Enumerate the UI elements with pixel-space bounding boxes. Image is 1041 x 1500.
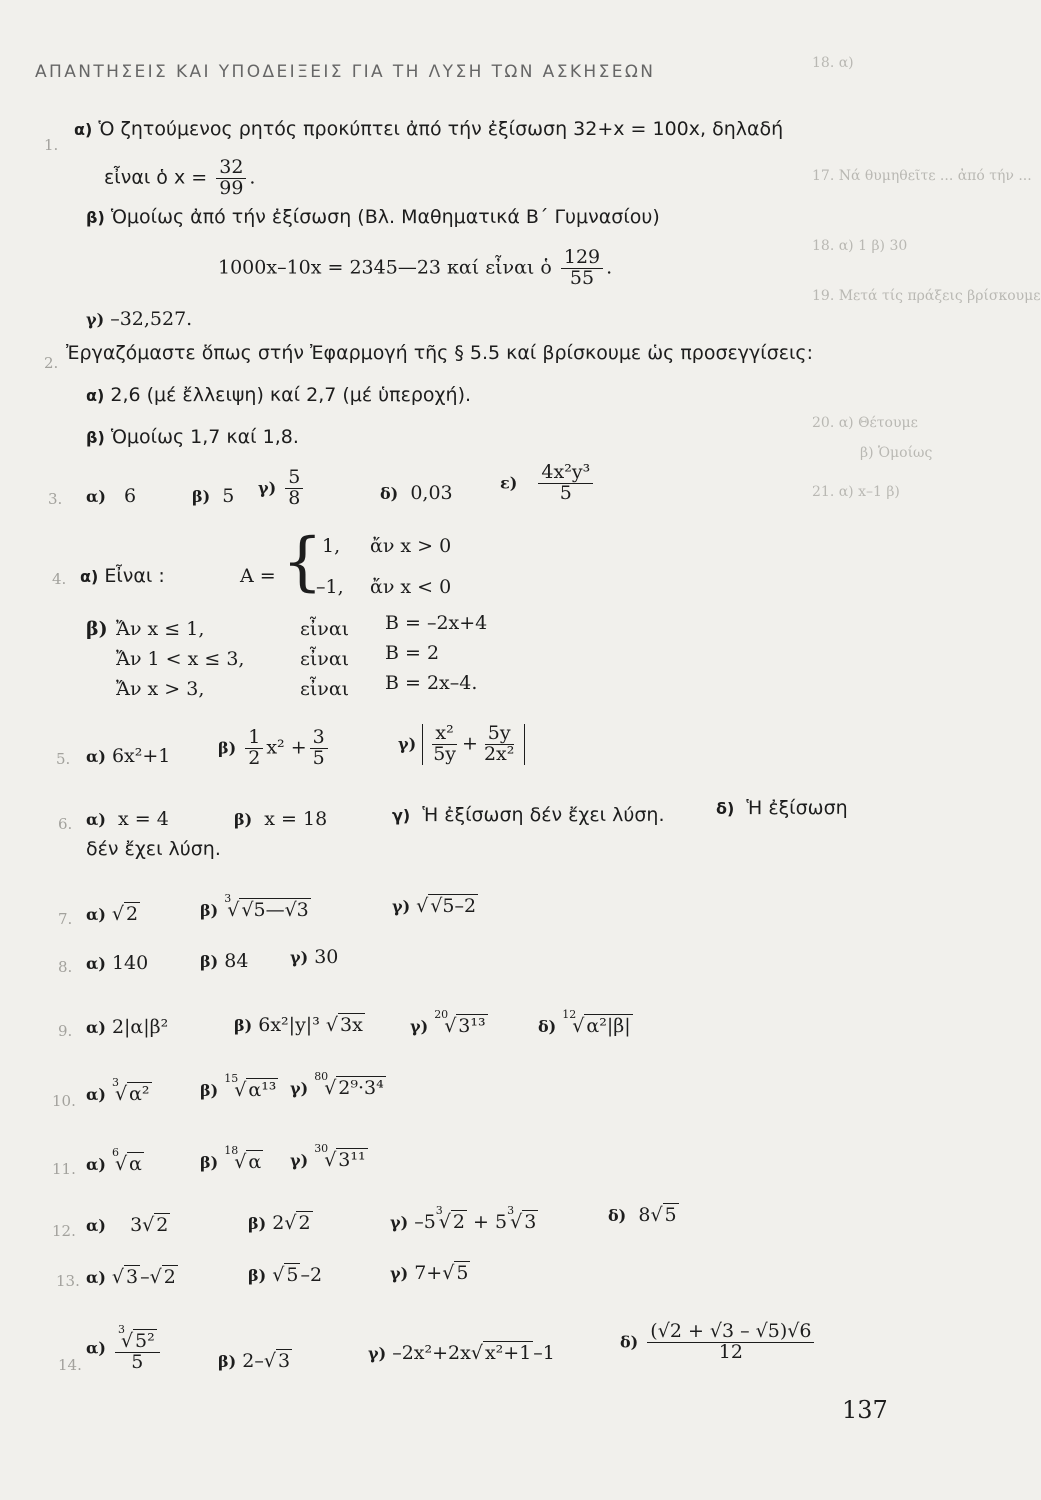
- denominator: 8: [288, 486, 301, 509]
- part-label: α): [86, 1268, 106, 1287]
- ex3-c: [258, 468, 306, 509]
- part-label: β): [234, 810, 253, 829]
- part-label: δ): [620, 1332, 639, 1352]
- case-condition: ἄν x > 0: [370, 535, 452, 557]
- part-label: β): [192, 487, 211, 506]
- exercise-1c: [86, 308, 192, 330]
- ex10-c: γ) $^{80}$√ 2⁹·3⁴: [290, 1070, 384, 1099]
- ex6-b: [234, 808, 327, 830]
- operator: —: [265, 899, 285, 921]
- ex12-b: β) 2√ 2: [248, 1212, 311, 1234]
- text: Ὁμοίως ἀπό τήν ἐξίσωση (Βλ. Μαθηματικά Β΄ Γυμνασίου): [110, 206, 660, 228]
- fraction: [647, 1322, 814, 1363]
- fraction: [285, 468, 303, 509]
- ex14-a: [86, 1324, 163, 1373]
- ex14-d: [620, 1322, 817, 1363]
- ex13-c: γ) 7+√ 5: [390, 1262, 469, 1284]
- text: Ὁμοίως 1,7 καί 1,8.: [110, 426, 299, 448]
- answer: Ἡ ἐξίσωση: [746, 797, 848, 819]
- exercise-number: 2.: [44, 354, 59, 372]
- part-label: α): [86, 1338, 106, 1358]
- radicand: 2: [126, 903, 139, 925]
- part-label: β): [200, 1081, 219, 1100]
- denominator: 5: [131, 1350, 144, 1373]
- text: 2,6 (μέ ἔλλειψη) καί 2,7 (μέ ὑπεροχή).: [110, 384, 472, 406]
- ex8-c: [290, 946, 338, 968]
- bleed-text: 18. α): [812, 55, 854, 71]
- coefficient: 8: [638, 1204, 651, 1226]
- answer: 2|α|β²: [111, 1016, 169, 1038]
- fraction: [115, 1324, 160, 1373]
- exercise-1a: [74, 118, 783, 140]
- part-label: γ): [258, 478, 277, 498]
- page-header: ΑΠΑΝΤΗΣΕΙΣ ΚΑΙ ΥΠΟΔΕΙΞΕΙΣ ΓΙΑ ΤΗ ΛΥΣΗ ΤΩΝ ΑΣΚΗΣΕΩΝ: [35, 62, 656, 82]
- root-index: 3: [435, 1204, 443, 1217]
- exercise-number: 6.: [58, 815, 73, 833]
- radicand: α²|β|: [586, 1015, 631, 1037]
- fraction: [430, 724, 459, 765]
- part-label: γ): [392, 806, 411, 825]
- exercise-number: 9.: [58, 1022, 73, 1040]
- denominator: 2: [248, 746, 261, 769]
- part-label: α): [86, 1018, 106, 1037]
- text: –2: [454, 895, 477, 917]
- radicand: 2⁹·3⁴: [338, 1077, 384, 1099]
- text: 2–: [242, 1350, 264, 1372]
- part-label: γ): [410, 1017, 429, 1036]
- ex11-b: β) $^{18}$√ α: [200, 1144, 262, 1173]
- numerator: 1: [245, 728, 263, 749]
- radicand: 5: [286, 1264, 299, 1286]
- fraction: [310, 728, 328, 769]
- exercise-number: 1.: [44, 136, 59, 154]
- ex11-a: α) $^6$√ α: [86, 1146, 142, 1175]
- radicand: α²: [129, 1083, 150, 1105]
- ex9-d: δ) $^{12}$√ α²|β|: [538, 1008, 631, 1037]
- part-label: β): [218, 1352, 237, 1371]
- part-label: δ): [608, 1206, 627, 1225]
- exercise-number: 10.: [52, 1092, 76, 1110]
- fraction: [538, 463, 593, 504]
- ex9-b: β) 6x²|y|³ √ 3x: [234, 1014, 363, 1036]
- part-label: α): [80, 567, 99, 586]
- radicand: 5²: [135, 1330, 155, 1352]
- exercise-number: 7.: [58, 910, 73, 928]
- value: B = –2x+4: [385, 612, 488, 634]
- numerator: 32: [216, 158, 246, 179]
- page-number: 137: [842, 1396, 888, 1424]
- bleed-text: β) Ὁμοίως: [860, 445, 933, 461]
- text: Ὁ ζητούμενος ρητός προκύπτει ἀπό τήν ἐξίσωση 32+x = 100x, δηλαδή: [98, 118, 784, 140]
- root-index: 3: [111, 1076, 119, 1089]
- exercise-number: 12.: [52, 1222, 76, 1240]
- exercise-number: 3.: [48, 490, 63, 508]
- text: –32,527.: [110, 308, 193, 330]
- case-condition: ἄν x < 0: [370, 576, 452, 598]
- text: 6x²|y|³: [258, 1014, 320, 1036]
- part-label: α): [86, 1216, 106, 1235]
- ex6-c: [392, 804, 665, 826]
- exercise-1b-eq: 1000x–10x = 2345—23 καί εἶναι ὁ $\frac{129}{55}$ .: [218, 246, 613, 289]
- numerator: 5: [285, 468, 303, 489]
- root-index: 3: [507, 1204, 515, 1217]
- answer: 140: [111, 952, 149, 974]
- text: + 5: [473, 1211, 508, 1233]
- part-label: β): [234, 1016, 253, 1035]
- fraction: [481, 724, 517, 765]
- part-label: α): [86, 905, 106, 924]
- coefficient: 2: [272, 1212, 285, 1234]
- answer: 6x²+1: [111, 745, 171, 767]
- ex10-a: α) $^3$√ α²: [86, 1076, 150, 1105]
- part-label: γ): [368, 1344, 387, 1363]
- answer: 6: [124, 485, 137, 507]
- case-value: –1,: [316, 576, 344, 598]
- numerator: (√2 + √3 – √5)√6: [647, 1322, 814, 1343]
- ex9-a: [86, 1016, 168, 1038]
- part-label: β): [248, 1266, 267, 1285]
- part-label: α): [86, 386, 105, 405]
- root-index: 18: [224, 1144, 239, 1157]
- denominator: 55: [569, 266, 595, 289]
- text: x² +: [266, 736, 307, 759]
- condition: Ἄν 1 < x ≤ 3,: [116, 648, 245, 670]
- ex12-c: γ) $-5^3√$ $2 + 5^3√$ 3: [390, 1204, 537, 1233]
- radicand: 3: [524, 1211, 537, 1233]
- ex5-a: [86, 745, 170, 767]
- part-label: γ): [290, 948, 309, 967]
- ex7-a: α) √ 2: [86, 903, 139, 925]
- text: εἶναι ὁ x =: [104, 166, 208, 189]
- exercise-1b: [86, 206, 660, 228]
- ex5-c: [398, 724, 525, 765]
- part-label: γ): [290, 1151, 309, 1170]
- part-label: γ): [86, 310, 105, 329]
- answer-continued: δέν ἔχει λύση.: [86, 838, 221, 860]
- radicand: 5: [456, 1262, 469, 1284]
- condition: Ἄν x > 3,: [116, 678, 205, 700]
- exercise-number: 4.: [52, 570, 67, 588]
- operator: +: [462, 732, 478, 755]
- part-label: β): [200, 952, 219, 971]
- numerator: $^3$√ 5²: [115, 1324, 160, 1353]
- brace: {: [282, 525, 323, 599]
- ex3-d: [380, 482, 453, 504]
- part-label: β): [248, 1214, 267, 1233]
- numerator: x²: [432, 724, 456, 745]
- part-label: ε): [500, 473, 518, 493]
- answer: 84: [224, 950, 249, 972]
- ex4-a: [80, 565, 165, 587]
- answer: 5: [222, 485, 235, 507]
- operator: –: [140, 1266, 150, 1288]
- bleed-text: 17. Νά θυμηθεῖτε ... ἀπό τήν ...: [812, 168, 1032, 184]
- part-label: γ): [290, 1079, 309, 1098]
- root-index: 20: [434, 1008, 449, 1021]
- ex7-c: γ) √ √5–2: [392, 895, 477, 917]
- value: B = 2x–4.: [385, 672, 478, 694]
- condition: Ἄν x ≤ 1,: [116, 618, 205, 640]
- ex8-b: [200, 950, 248, 972]
- ex8-a: [86, 952, 148, 974]
- ex3-b: [192, 485, 234, 507]
- part-label: α): [86, 487, 106, 506]
- root-index: 30: [314, 1142, 329, 1155]
- radicand: 5: [664, 1204, 677, 1226]
- bleed-text: 21. α) x–1 β): [812, 484, 900, 500]
- radicand: α¹³: [248, 1079, 277, 1101]
- part-label: γ): [392, 897, 411, 916]
- ex13-a: α) √ 3 –√ 2: [86, 1266, 176, 1288]
- part-label: δ): [380, 484, 399, 503]
- exercise-number: 11.: [52, 1160, 76, 1178]
- ex10-b: β) $^{15}$√ α¹³: [200, 1072, 277, 1101]
- exercise-1a-result: εἶναι ὁ x = $\frac{32}{99}$ .: [104, 156, 256, 199]
- value: B = 2: [385, 642, 440, 664]
- coefficient: –5: [414, 1211, 436, 1233]
- numerator: 5y: [485, 724, 514, 745]
- ex14-b: β) 2–√ 3: [218, 1350, 291, 1372]
- bleed-text: 19. Μετά τίς πράξεις βρίσκουμε: [812, 288, 1041, 304]
- exercise-number: 5.: [56, 750, 71, 768]
- ex3-a: [86, 485, 136, 507]
- exercise-number: 8.: [58, 958, 73, 976]
- radicand: 3x: [339, 1014, 363, 1036]
- text: –2x²+2x: [392, 1342, 471, 1364]
- case-value: 1,: [322, 535, 341, 557]
- text: –1: [533, 1342, 555, 1364]
- root-index: 6: [111, 1146, 119, 1159]
- exercise-2-text: Ἐργαζόμαστε ὅπως στήν Ἐφαρμογή τῆς § 5.5 καί βρίσκουμε ὡς προσεγγίσεις:: [66, 342, 813, 364]
- part-label: α): [86, 747, 106, 766]
- radicand: 2: [452, 1211, 465, 1233]
- answer: 30: [314, 946, 339, 968]
- text: εἶναι: [300, 618, 350, 640]
- root-index: 80: [314, 1070, 329, 1083]
- part-label: β): [86, 618, 108, 640]
- part-label: α): [86, 810, 106, 829]
- ex6-a: [86, 808, 169, 830]
- numerator: 3: [310, 728, 328, 749]
- numerator: 129: [561, 248, 603, 269]
- radicand: α: [248, 1151, 262, 1173]
- radicand: α: [129, 1153, 142, 1175]
- part-label: β): [86, 208, 105, 227]
- ex9-c: γ) $^{20}$√ 3¹³: [410, 1008, 486, 1037]
- exercise-2a: [86, 384, 471, 406]
- part-label: γ): [390, 1264, 409, 1283]
- part-label: β): [200, 901, 219, 920]
- coefficient: 3: [130, 1214, 143, 1236]
- ex13-b: β) √ 5 –2: [248, 1264, 323, 1286]
- part-label: α): [86, 954, 106, 973]
- exercise-number: 14.: [58, 1356, 82, 1374]
- radicand: 2: [163, 1266, 176, 1288]
- denominator: 5: [312, 746, 325, 769]
- exercise-number: 13.: [56, 1272, 80, 1290]
- part-label: α): [86, 1155, 106, 1174]
- ex3-e: [500, 463, 596, 504]
- ex6-d: [716, 797, 848, 819]
- denominator: 99: [219, 176, 244, 199]
- radicand: √5–2: [430, 895, 477, 917]
- radicand: 3: [277, 1350, 291, 1372]
- root-index: 3: [117, 1323, 125, 1336]
- fraction: [245, 728, 263, 769]
- ex12-d: δ) 8√ 5: [608, 1204, 677, 1226]
- equation: 1000x–10x = 2345—23 καί εἶναι ὁ: [218, 256, 552, 279]
- radicand: x²+1: [484, 1342, 532, 1364]
- bleed-text: 18. α) 1 β) 30: [812, 238, 908, 254]
- numerator: 4x²y³: [538, 463, 593, 484]
- radicand: 2: [156, 1214, 169, 1236]
- ex7-b: β) $^3$√ √5—√3: [200, 892, 309, 921]
- piecewise-name: A =: [240, 565, 276, 587]
- text: –2: [300, 1264, 323, 1286]
- part-label: β): [200, 1153, 219, 1172]
- radicand: 5: [442, 895, 455, 917]
- radicand: 2: [298, 1212, 311, 1234]
- part-label: δ): [716, 799, 735, 818]
- root-index: 3: [224, 892, 232, 905]
- radicand: 5: [253, 899, 266, 921]
- root-index: 15: [224, 1072, 239, 1085]
- absolute-value: [422, 724, 525, 765]
- radicand: 3¹³: [458, 1015, 486, 1037]
- text: εἶναι: [300, 648, 350, 670]
- part-label: γ): [398, 734, 417, 754]
- part-label: β): [218, 738, 237, 758]
- denominator: 5: [559, 481, 572, 504]
- part-label: β): [86, 428, 105, 447]
- denominator: 5y: [433, 742, 457, 765]
- answer: x = 18: [264, 808, 328, 830]
- part-label: α): [86, 1085, 106, 1104]
- ex12-a: α) 3√ 2: [86, 1214, 169, 1236]
- radicand: 3: [296, 899, 309, 921]
- text: εἶναι: [300, 678, 350, 700]
- ex11-c: γ) $^{30}$√ 3¹¹: [290, 1142, 366, 1171]
- part-label: α): [74, 120, 93, 139]
- answer: 0,03: [410, 482, 453, 504]
- radicand: 3: [126, 1266, 139, 1288]
- denominator: 12: [718, 1340, 743, 1363]
- part-label: δ): [538, 1017, 557, 1036]
- denominator: 2x²: [483, 742, 515, 765]
- bleed-text: 20. α) Θέτουμε: [812, 415, 918, 431]
- answer: Ἡ ἐξίσωση δέν ἔχει λύση.: [422, 804, 665, 826]
- text: 7+: [414, 1262, 443, 1284]
- radicand: 3¹¹: [338, 1149, 366, 1171]
- fraction: [561, 248, 603, 289]
- ex14-c: γ) –2x²+2x√ x²+1 –1: [368, 1342, 555, 1364]
- exercise-2b: [86, 426, 299, 448]
- root-index: 12: [562, 1008, 577, 1021]
- answer: x = 4: [117, 808, 169, 830]
- radicand: √5—√3: [241, 899, 309, 921]
- text: Εἶναι :: [104, 565, 165, 587]
- part-label: γ): [390, 1213, 409, 1232]
- ex5-b: [218, 728, 331, 769]
- fraction: [216, 158, 246, 199]
